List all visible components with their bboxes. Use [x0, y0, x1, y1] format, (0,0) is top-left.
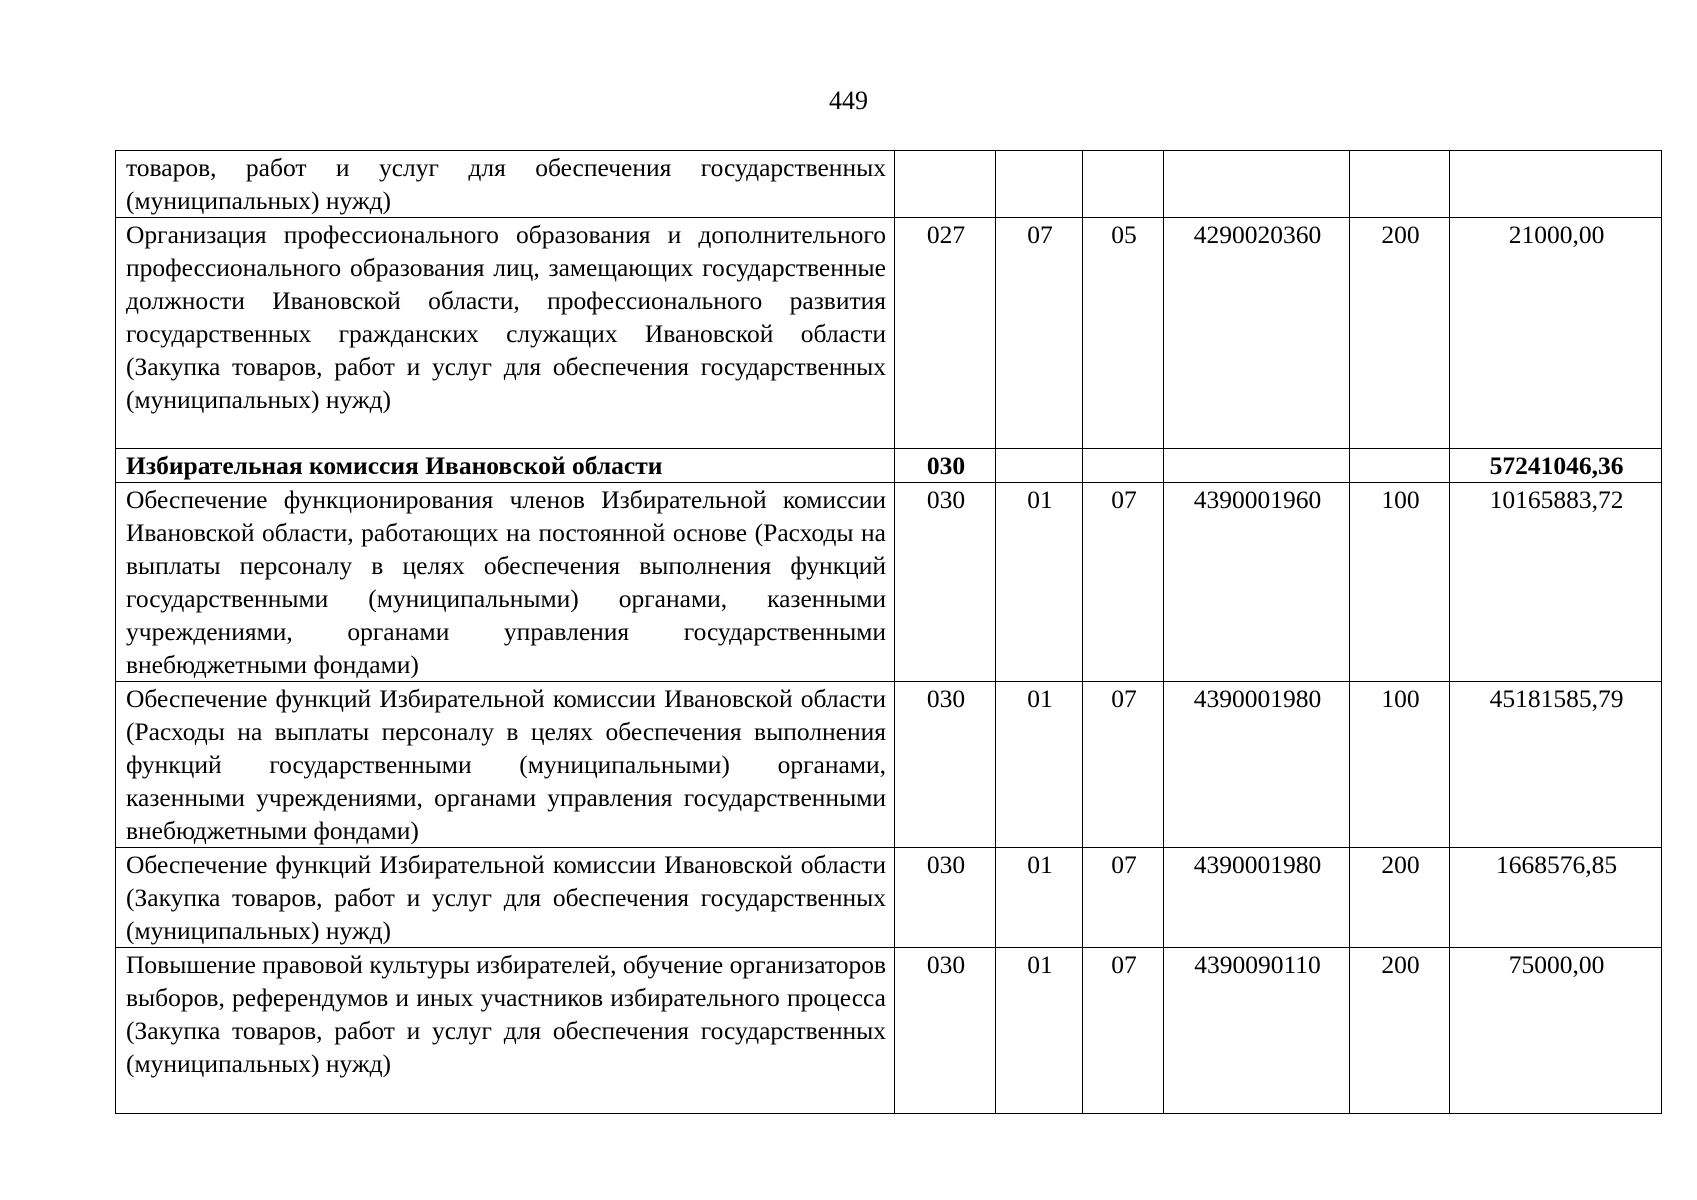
row-description: товаров, работ и услуг для обеспечения государственных (муниципальных) нужд) — [116, 151, 895, 218]
target-article-code: 4390001960 — [1164, 483, 1350, 682]
row-description: Обеспечение функций Избирательной комиссии Ивановской области (Закупка товаров, работ и услуг для обеспечения государственных (муниципальных) нужд) — [116, 848, 895, 948]
amount — [1450, 151, 1662, 218]
table-row — [116, 682, 1662, 848]
row-description: Повышение правовой культуры избирателей, обучение организаторов выборов, референдумов и иных участников избирательного процесса (Закупка товаров, работ и услуг для обеспечения государственных (муниципальных) нужд) — [116, 948, 895, 1114]
amount: 10165883,72 — [1450, 483, 1662, 682]
table-row — [116, 449, 1662, 483]
section-code — [996, 449, 1083, 483]
amount: 57241046,36 — [1450, 449, 1662, 483]
section-code: 01 — [996, 682, 1083, 848]
expense-type-code — [1350, 151, 1450, 218]
budget-table — [115, 150, 1662, 1114]
target-article-code: 4390001980 — [1164, 848, 1350, 948]
expense-type-code: 200 — [1350, 218, 1450, 449]
target-article-code: 4390090110 — [1164, 948, 1350, 1114]
table-row — [116, 948, 1662, 1114]
table-row — [116, 151, 1662, 218]
section-code: 01 — [996, 483, 1083, 682]
ministry-code: 030 — [895, 948, 996, 1114]
ministry-code: 030 — [895, 682, 996, 848]
table-row — [116, 218, 1662, 449]
subsection-code: 07 — [1083, 948, 1164, 1114]
target-article-code — [1164, 151, 1350, 218]
expense-type-code: 100 — [1350, 483, 1450, 682]
amount: 21000,00 — [1450, 218, 1662, 449]
subsection-code: 07 — [1083, 483, 1164, 682]
amount: 75000,00 — [1450, 948, 1662, 1114]
expense-type-code: 200 — [1350, 848, 1450, 948]
section-code: 07 — [996, 218, 1083, 449]
ministry-code: 030 — [895, 449, 996, 483]
subsection-code: 07 — [1083, 682, 1164, 848]
ministry-code — [895, 151, 996, 218]
row-description: Обеспечение функционирования членов Избирательной комиссии Ивановской области, работающих на постоянной основе (Расходы на выплаты персоналу в целях обеспечения выполнения функций государственными (муниципальными) органами, казенными учреждениями, органами управления государственными внебюджетными фондами) — [116, 483, 895, 682]
section-code: 01 — [996, 848, 1083, 948]
amount: 45181585,79 — [1450, 682, 1662, 848]
row-description: Организация профессионального образования и дополнительного профессионального образования лиц, замещающих государственные должности Ивановской области, профессионального развития государственных гражданских служащих Ивановской области (Закупка товаров, работ и услуг для обеспечения государственных (муниципальных) нужд) — [116, 218, 895, 449]
subsection-code: 05 — [1083, 218, 1164, 449]
expense-type-code: 200 — [1350, 948, 1450, 1114]
subsection-code: 07 — [1083, 848, 1164, 948]
page-number: 449 — [829, 86, 868, 115]
section-code: 01 — [996, 948, 1083, 1114]
ministry-code: 027 — [895, 218, 996, 449]
expense-type-code: 100 — [1350, 682, 1450, 848]
ministry-code: 030 — [895, 483, 996, 682]
subsection-code — [1083, 151, 1164, 218]
row-description: Обеспечение функций Избирательной комиссии Ивановской области (Расходы на выплаты персоналу в целях обеспечения выполнения функций государственными (муниципальными) органами, казенными учреждениями, органами управления государственными внебюджетными фондами) — [116, 682, 895, 848]
row-description: Избирательная комиссия Ивановской области — [116, 449, 895, 483]
section-code — [996, 151, 1083, 218]
target-article-code: 4290020360 — [1164, 218, 1350, 449]
target-article-code — [1164, 449, 1350, 483]
expense-type-code — [1350, 449, 1450, 483]
table-row — [116, 483, 1662, 682]
table-row — [116, 848, 1662, 948]
target-article-code: 4390001980 — [1164, 682, 1350, 848]
amount: 1668576,85 — [1450, 848, 1662, 948]
ministry-code: 030 — [895, 848, 996, 948]
subsection-code — [1083, 449, 1164, 483]
